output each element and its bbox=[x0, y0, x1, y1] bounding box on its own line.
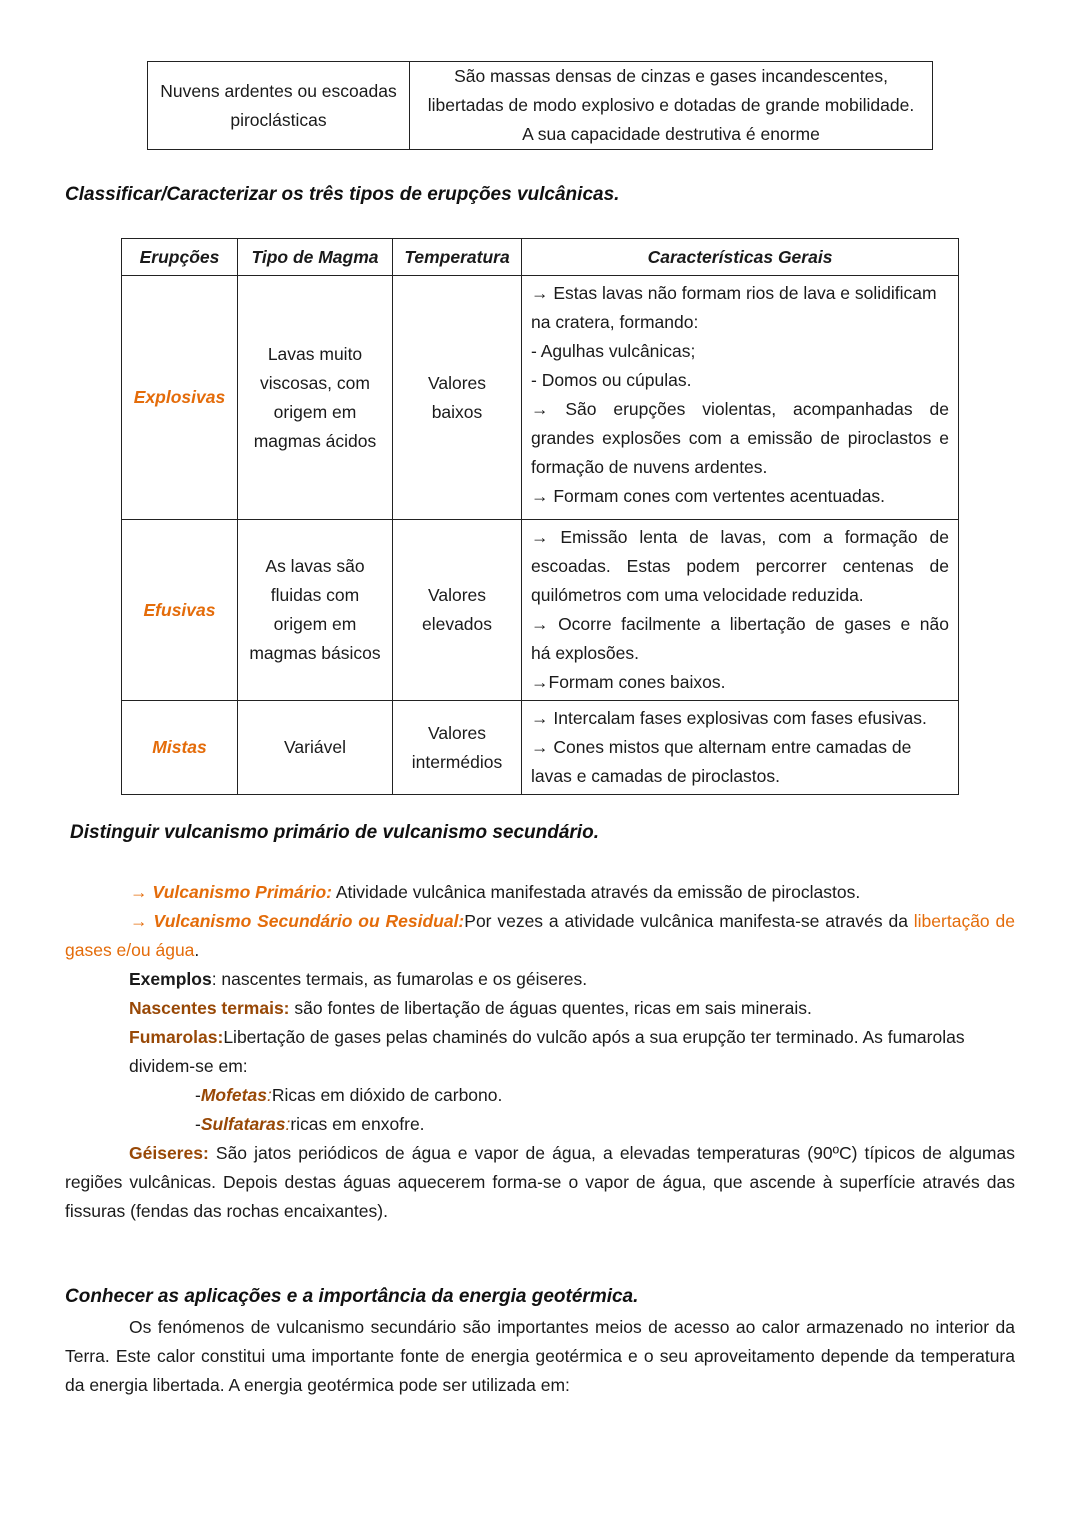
magma-line: fluidas com bbox=[270, 585, 360, 605]
primary-volcanism-text: Atividade vulcânica manifestada através da emissão de piroclastos. bbox=[331, 882, 861, 902]
table-row bbox=[148, 62, 933, 150]
column-header-temperature: Temperatura bbox=[393, 239, 522, 276]
geysers-text: São jatos periódicos de água e vapor de água, a elevadas temperaturas (90ºC) típicos de algumas regiões vulcânicas. Depois destas águas aquecerem forma-se o vapor de água, que ascende à superfície através das fissuras (fendas das rochas encaixantes). bbox=[65, 1143, 1015, 1221]
pyroclastic-flow-table bbox=[147, 61, 933, 150]
temperature-cell bbox=[393, 520, 522, 701]
examples-label: Exemplos bbox=[129, 969, 212, 989]
geysers-label: Géiseres: bbox=[129, 1143, 209, 1163]
magma-line: Variável bbox=[284, 737, 346, 757]
mofetas-label: Mofetas bbox=[200, 1085, 267, 1105]
magma-line: viscosas, com bbox=[260, 372, 370, 393]
temperature-line: Valores bbox=[427, 585, 487, 605]
thermal-springs-label: Nascentes termais: bbox=[129, 998, 290, 1018]
colon: : bbox=[285, 1114, 291, 1134]
table-row-effusive bbox=[122, 520, 959, 701]
mofetas-line bbox=[65, 1081, 1015, 1110]
magma-type-cell bbox=[238, 701, 393, 795]
table-row-mixed bbox=[122, 701, 959, 795]
eruption-name: Efusivas bbox=[122, 520, 238, 701]
column-header-characteristics: Características Gerais bbox=[522, 239, 959, 276]
characteristic-line: há explosões. bbox=[531, 643, 639, 663]
mofetas-text: Ricas em dióxido de carbono. bbox=[271, 1085, 503, 1105]
characteristics-cell bbox=[522, 520, 959, 701]
magma-line: magmas ácidos bbox=[253, 430, 377, 451]
dash: - bbox=[195, 1085, 201, 1105]
characteristics-cell bbox=[522, 701, 959, 795]
geysers-paragraph bbox=[65, 1139, 1015, 1226]
temperature-cell bbox=[393, 276, 522, 520]
magma-line: Lavas muito bbox=[267, 343, 363, 364]
temperature-cell bbox=[393, 701, 522, 795]
temperature-line: elevados bbox=[421, 614, 493, 634]
column-header-eruptions: Erupções bbox=[122, 239, 238, 276]
eruption-types-table bbox=[121, 238, 959, 795]
secondary-volcanism-text: Por vezes a atividade vulcânica manifesta-se através da bbox=[464, 911, 914, 931]
fumaroles-line bbox=[65, 1023, 1015, 1081]
thermal-springs-line bbox=[65, 994, 1015, 1023]
punctuation: . bbox=[194, 940, 200, 960]
table-row-explosive bbox=[122, 276, 959, 520]
description-line: libertadas de modo explosivo e dotadas de grande mobilidade. bbox=[427, 95, 915, 115]
sulfataras-label: Sulfataras bbox=[200, 1114, 286, 1134]
characteristic-line: quilómetros com uma velocidade reduzida. bbox=[531, 585, 864, 605]
eruption-name: Explosivas bbox=[122, 276, 238, 520]
characteristics-cell bbox=[522, 276, 959, 520]
temperature-line: baixos bbox=[431, 401, 483, 422]
characteristic-line: → São erupções violentas, acompanhadas de bbox=[531, 399, 949, 419]
temperature-line: Valores bbox=[427, 722, 487, 743]
characteristic-line: na cratera, formando: bbox=[531, 312, 699, 332]
characteristic-line: → Cones mistos que alternam entre camadas de bbox=[531, 737, 912, 757]
sulfataras-text: ricas em enxofre. bbox=[290, 1114, 425, 1134]
description-line: São massas densas de cinzas e gases incandescentes, bbox=[454, 66, 888, 86]
magma-line: magmas básicos bbox=[249, 643, 381, 663]
characteristic-line: - Agulhas vulcânicas; bbox=[531, 341, 696, 361]
characteristic-line: → Ocorre facilmente a libertação de gases e não bbox=[531, 614, 949, 634]
primary-volcanism-item bbox=[65, 878, 1015, 907]
characteristic-line: grandes explosões com a emissão de piroclastos e bbox=[531, 428, 949, 448]
dash: - bbox=[195, 1114, 201, 1134]
arrow-right-icon: → bbox=[130, 882, 148, 902]
characteristic-line: - Domos ou cúpulas. bbox=[531, 370, 692, 390]
term-text: Nuvens ardentes ou escoadas piroclásticas bbox=[160, 80, 397, 130]
secondary-volcanism-highlight: libertação de gases e/ou água bbox=[65, 911, 1015, 960]
fumaroles-label: Fumarolas: bbox=[129, 1027, 224, 1047]
magma-type-cell bbox=[238, 276, 393, 520]
geothermal-paragraph: Os fenómenos de vulcanismo secundário são importantes meios de acesso ao calor armazenado no interior da Terra. Este calor constitui uma importante fonte de energia geotérmica e o seu aproveitamento depende da temperatura da energia libertada. A energia geotérmica pode ser utilizada em: bbox=[65, 1317, 1015, 1395]
sulfataras-line bbox=[65, 1110, 1015, 1139]
characteristic-line: → Emissão lenta de lavas, com a formação de bbox=[531, 527, 949, 547]
table-header-row bbox=[122, 239, 959, 276]
thermal-springs-text: são fontes de libertação de águas quentes, ricas em sais minerais. bbox=[289, 998, 812, 1018]
section-heading-volcanism: Distinguir vulcanismo primário de vulcanismo secundário. bbox=[70, 822, 599, 843]
term-cell bbox=[148, 62, 410, 150]
examples-text: : nascentes termais, as fumarolas e os géiseres. bbox=[211, 969, 588, 989]
temperature-line: intermédios bbox=[411, 751, 503, 772]
magma-line: As lavas são bbox=[265, 556, 365, 576]
magma-line: origem em bbox=[273, 614, 357, 634]
secondary-volcanism-item bbox=[65, 907, 1015, 965]
characteristic-line: escoadas. Estas podem percorrer centenas de bbox=[531, 556, 949, 576]
section-heading-eruption-types: Classificar/Caracterizar os três tipos de erupções vulcânicas. bbox=[65, 184, 620, 205]
colon: : bbox=[266, 1085, 272, 1105]
magma-line: origem em bbox=[273, 401, 357, 422]
characteristic-line: lavas e camadas de piroclastos. bbox=[531, 766, 781, 786]
arrow-right-icon: → bbox=[130, 911, 148, 931]
characteristic-line: →Formam cones baixos. bbox=[531, 672, 726, 692]
primary-volcanism-label: Vulcanismo Primário: bbox=[152, 882, 332, 902]
characteristic-line: → Formam cones com vertentes acentuadas. bbox=[531, 486, 886, 506]
volcanism-description bbox=[65, 878, 1015, 1226]
column-header-magma-type: Tipo de Magma bbox=[238, 239, 393, 276]
eruption-name: Mistas bbox=[122, 701, 238, 795]
characteristic-line: → Intercalam fases explosivas com fases efusivas. bbox=[531, 708, 927, 728]
secondary-volcanism-label: Vulcanismo Secundário ou Residual: bbox=[153, 911, 465, 931]
temperature-line: Valores bbox=[427, 372, 487, 393]
description-cell bbox=[410, 62, 933, 150]
description-line: A sua capacidade destrutiva é enorme bbox=[522, 124, 820, 144]
examples-line bbox=[65, 965, 1015, 994]
characteristic-line: → Estas lavas não formam rios de lava e solidificam bbox=[531, 283, 937, 303]
magma-type-cell bbox=[238, 520, 393, 701]
characteristic-line: formação de nuvens ardentes. bbox=[531, 457, 768, 477]
section-heading-geothermal: Conhecer as aplicações e a importância da energia geotérmica. bbox=[65, 1286, 639, 1307]
fumaroles-text: Libertação de gases pelas chaminés do vulcão após a sua erupção ter terminado. As fumarolas dividem-se em: bbox=[129, 1027, 965, 1076]
